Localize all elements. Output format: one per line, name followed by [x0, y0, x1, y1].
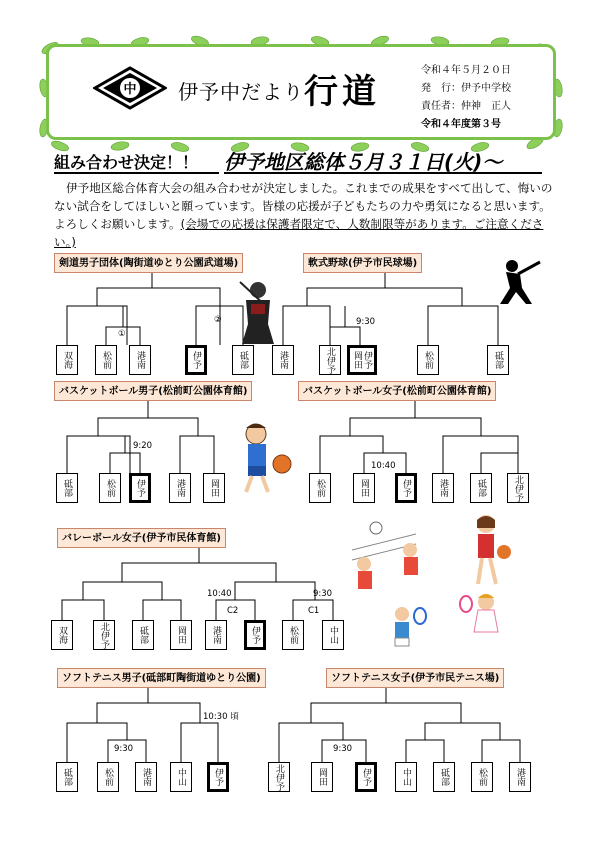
team-box: 砥部: [433, 762, 455, 792]
team-box: 港南: [135, 762, 157, 792]
team-box-iyo-okada: 伊予岡田: [347, 345, 377, 375]
basketball-girl-illustration: [460, 512, 514, 588]
match-time: 9:30: [114, 744, 134, 754]
match-time: 9:30: [333, 744, 353, 754]
intro-note: (会場での応援は保護者限定で、人数制限等があります。ご注意ください。): [54, 217, 544, 249]
team-box-iyo: 伊予: [395, 473, 417, 503]
team-box: 松前: [95, 345, 117, 375]
section-label-volley: バレーボール女子(伊予市民体育館): [57, 528, 226, 548]
section-label-tennis-boys: ソフトテニス男子(砥部町陶街道ゆとり公園): [57, 668, 266, 688]
team-box: 中山: [170, 762, 192, 792]
logo-text: 中: [123, 82, 137, 97]
headline-date: 伊予地区総体５月３１日(火)～: [224, 150, 503, 174]
team-box: 砥部: [132, 620, 154, 650]
team-box-iyo: 伊予: [207, 762, 229, 792]
match-time: 9:30: [356, 317, 376, 327]
intro-text: 伊予地区総合体育大会の組み合わせが決定しました。これまでの成果をすべて出して、悔いのない試合をしてほしいと願っています。皆様の応援が子どもたちの力や勇気になると思います。よろしくお願いします。: [54, 181, 553, 231]
team-box: 港南: [205, 620, 227, 650]
team-box: 砥部: [470, 473, 492, 503]
team-box: 岡田: [170, 620, 192, 650]
match-number: ②: [214, 315, 222, 325]
paper-name: 伊予中だより: [178, 80, 304, 104]
publisher: 発 行：伊予中学校: [421, 83, 511, 94]
team-box: 港南: [509, 762, 531, 792]
team-box-iyo: 伊予: [129, 473, 151, 503]
team-box: 双海: [51, 620, 73, 650]
team-box: 砥部: [232, 345, 254, 375]
team-box: 松前: [97, 762, 119, 792]
paper-title: 行道: [304, 72, 380, 112]
match-time: 10:40: [371, 461, 396, 471]
court-label: C1: [308, 606, 320, 616]
team-box: 中山: [322, 620, 344, 650]
match-time: 10:30 頃: [203, 712, 239, 722]
team-box: 港南: [169, 473, 191, 503]
tennis-boy-illustration: [386, 604, 428, 662]
issue-number: 令和４年度第３号: [421, 119, 501, 130]
volleyball-girls-illustration: [334, 520, 442, 606]
team-box: 北伊予: [507, 473, 529, 503]
team-box: 岡田: [353, 473, 375, 503]
section-label-kendo: 剣道男子団体(陶街道ゆとり公園武道場): [54, 253, 243, 273]
team-box: 岡田: [311, 762, 333, 792]
section-label-basket-boys: バスケットボール男子(松前町公園体育館): [54, 381, 252, 401]
match-time: 9:30: [313, 589, 333, 599]
team-box: 松前: [99, 473, 121, 503]
headline-main: 組み合わせ決定！！: [54, 153, 199, 172]
match-number: ①: [118, 329, 126, 339]
court-label: C2: [227, 606, 239, 616]
team-box-iyo: 伊予: [185, 345, 207, 375]
basketball-boy-illustration: [234, 420, 294, 494]
team-box: 岡田: [203, 473, 225, 503]
match-time: 10:40: [207, 589, 232, 599]
team-box: 中山: [395, 762, 417, 792]
team-box: 松前: [471, 762, 493, 792]
team-box: 砥部: [56, 473, 78, 503]
team-box: 砥部: [487, 345, 509, 375]
section-label-baseball: 軟式野球(伊予市民球場): [303, 253, 422, 273]
team-box: 砥部: [56, 762, 78, 792]
issue-date: 令和４年５月２０日: [421, 65, 511, 76]
team-box: 北伊予: [268, 762, 290, 792]
team-box: 港南: [272, 345, 294, 375]
baseball-batter-illustration: [486, 258, 542, 306]
section-label-tennis-girls: ソフトテニス女子(伊予市民テニス場): [326, 668, 504, 688]
team-box: 松前: [417, 345, 439, 375]
team-box: 松前: [309, 473, 331, 503]
kendo-player-illustration: [238, 278, 276, 346]
team-box: 北伊予: [93, 620, 115, 650]
team-box: 北伊予: [319, 345, 341, 375]
team-box: 港南: [129, 345, 151, 375]
team-box: 松前: [282, 620, 304, 650]
team-box-iyo: 伊予: [355, 762, 377, 792]
team-box: 双海: [56, 345, 78, 375]
team-box-iyo: 伊予: [244, 620, 266, 650]
match-time: 9:20: [133, 441, 153, 451]
editor: 責任者：仲神 正人: [421, 101, 511, 112]
team-box: 港南: [432, 473, 454, 503]
section-label-basket-girls: バスケットボール女子(松前町公園体育館): [298, 381, 496, 401]
tennis-girl-illustration: [456, 590, 508, 654]
